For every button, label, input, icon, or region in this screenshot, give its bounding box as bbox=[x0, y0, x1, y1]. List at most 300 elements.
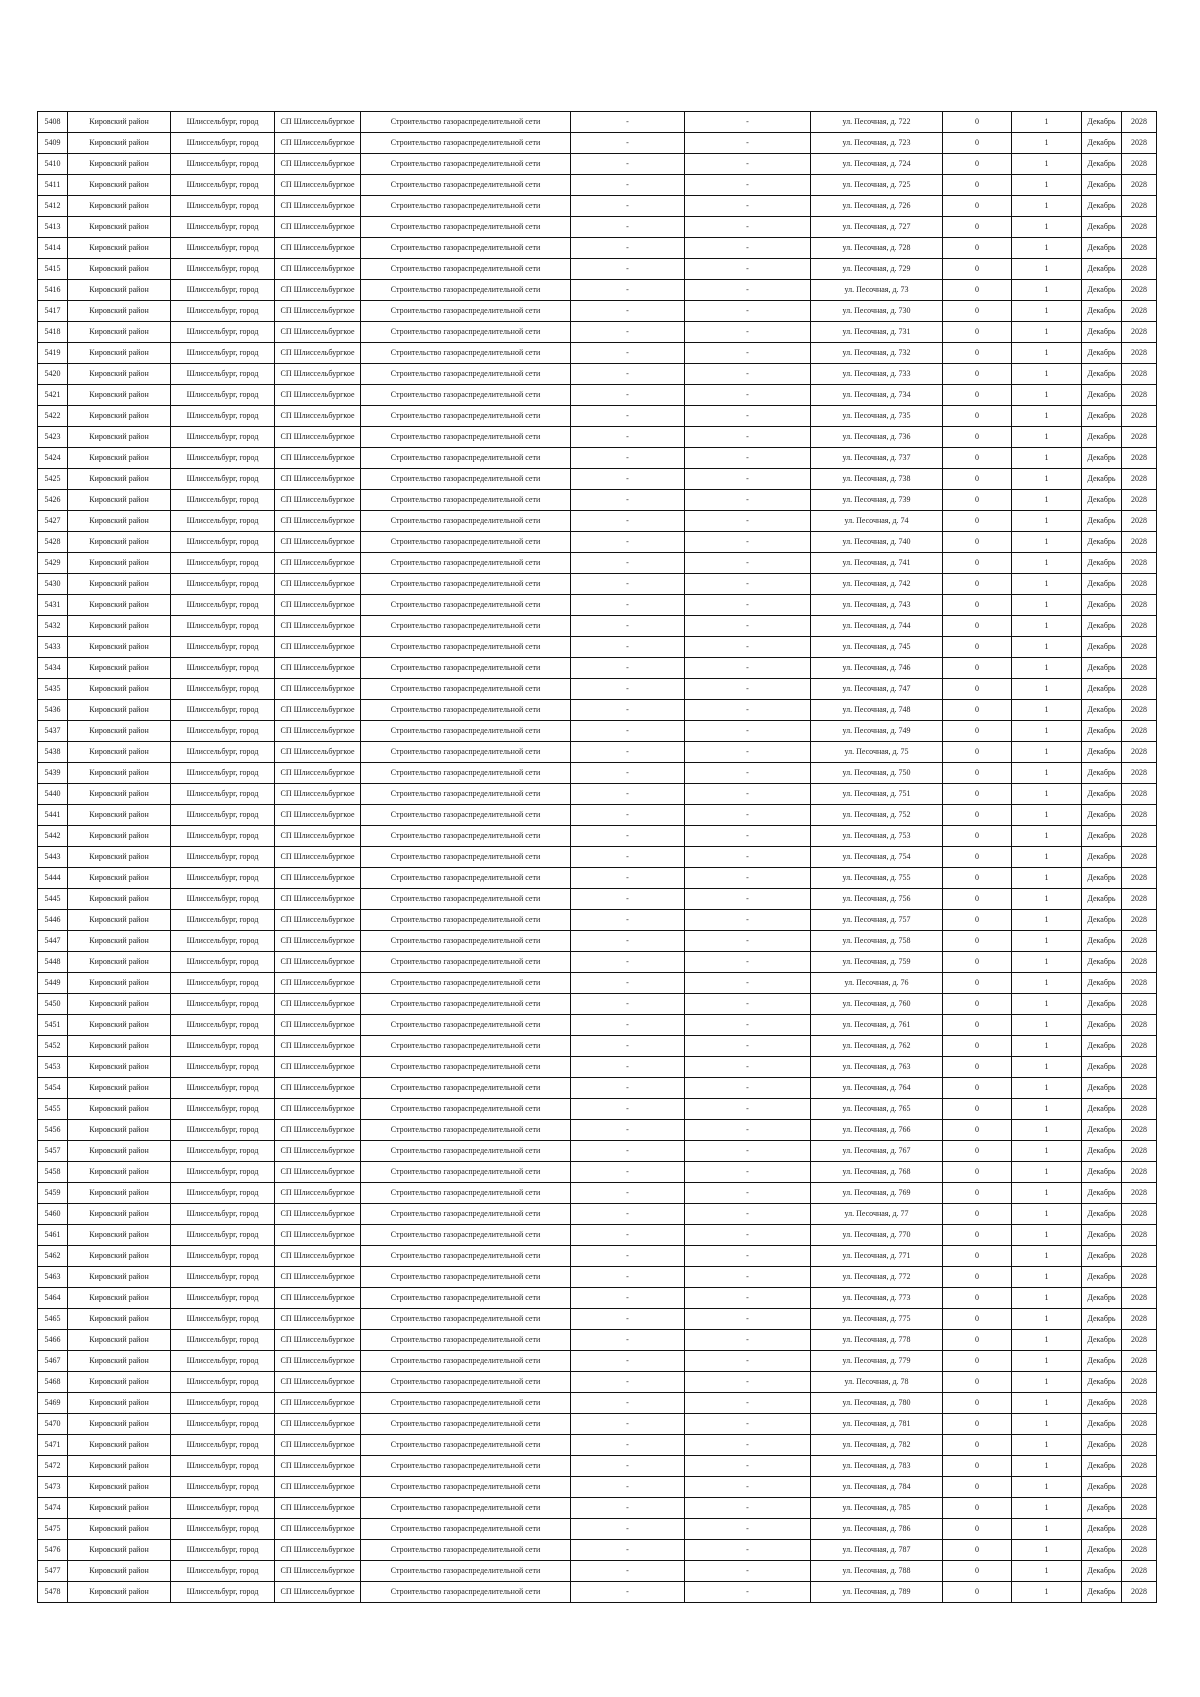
month-cell: Декабрь bbox=[1082, 616, 1122, 637]
table-row bbox=[38, 1477, 1157, 1498]
month-cell: Декабрь bbox=[1082, 1582, 1122, 1603]
address-cell: ул. Песочная, д. 741 bbox=[811, 553, 943, 574]
year-cell: 2028 bbox=[1122, 931, 1157, 952]
row-number: 5428 bbox=[38, 532, 68, 553]
district-cell: Кировский район bbox=[68, 1078, 171, 1099]
year-cell: 2028 bbox=[1122, 1078, 1157, 1099]
settlement-cell: СП Шлиссельбургкое bbox=[275, 742, 361, 763]
dash-cell: - bbox=[685, 154, 811, 175]
dash-cell: - bbox=[571, 490, 685, 511]
work-type-cell: Строительство газораспределительной сети bbox=[361, 154, 571, 175]
dash-cell: - bbox=[571, 805, 685, 826]
address-cell: ул. Песочная, д. 731 bbox=[811, 322, 943, 343]
one-cell: 1 bbox=[1012, 553, 1082, 574]
address-cell: ул. Песочная, д. 787 bbox=[811, 1540, 943, 1561]
one-cell: 1 bbox=[1012, 1036, 1082, 1057]
dash-cell: - bbox=[685, 1351, 811, 1372]
locality-cell: Шлиссельбург, город bbox=[171, 1372, 275, 1393]
zero-cell: 0 bbox=[943, 1372, 1012, 1393]
dash-cell: - bbox=[685, 364, 811, 385]
district-cell: Кировский район bbox=[68, 1414, 171, 1435]
district-cell: Кировский район bbox=[68, 217, 171, 238]
locality-cell: Шлиссельбург, город bbox=[171, 1477, 275, 1498]
address-cell: ул. Песочная, д. 754 bbox=[811, 847, 943, 868]
work-type-cell: Строительство газораспределительной сети bbox=[361, 1225, 571, 1246]
month-cell: Декабрь bbox=[1082, 1057, 1122, 1078]
address-cell: ул. Песочная, д. 781 bbox=[811, 1414, 943, 1435]
table-row bbox=[38, 196, 1157, 217]
table-row bbox=[38, 1309, 1157, 1330]
settlement-cell: СП Шлиссельбургкое bbox=[275, 1204, 361, 1225]
dash-cell: - bbox=[685, 574, 811, 595]
dash-cell: - bbox=[685, 133, 811, 154]
settlement-cell: СП Шлиссельбургкое bbox=[275, 1414, 361, 1435]
table-row bbox=[38, 1288, 1157, 1309]
year-cell: 2028 bbox=[1122, 1330, 1157, 1351]
year-cell: 2028 bbox=[1122, 175, 1157, 196]
one-cell: 1 bbox=[1012, 280, 1082, 301]
dash-cell: - bbox=[571, 280, 685, 301]
one-cell: 1 bbox=[1012, 154, 1082, 175]
table-row bbox=[38, 700, 1157, 721]
year-cell: 2028 bbox=[1122, 427, 1157, 448]
locality-cell: Шлиссельбург, город bbox=[171, 385, 275, 406]
table-row bbox=[38, 574, 1157, 595]
locality-cell: Шлиссельбург, город bbox=[171, 259, 275, 280]
table-row bbox=[38, 763, 1157, 784]
address-cell: ул. Песочная, д. 747 bbox=[811, 679, 943, 700]
zero-cell: 0 bbox=[943, 679, 1012, 700]
month-cell: Декабрь bbox=[1082, 448, 1122, 469]
dash-cell: - bbox=[685, 112, 811, 133]
work-type-cell: Строительство газораспределительной сети bbox=[361, 385, 571, 406]
dash-cell: - bbox=[571, 826, 685, 847]
dash-cell: - bbox=[571, 721, 685, 742]
dash-cell: - bbox=[571, 1099, 685, 1120]
table-row bbox=[38, 259, 1157, 280]
dash-cell: - bbox=[685, 763, 811, 784]
district-cell: Кировский район bbox=[68, 658, 171, 679]
row-number: 5477 bbox=[38, 1561, 68, 1582]
locality-cell: Шлиссельбург, город bbox=[171, 1225, 275, 1246]
locality-cell: Шлиссельбург, город bbox=[171, 1246, 275, 1267]
dash-cell: - bbox=[685, 847, 811, 868]
address-cell: ул. Песочная, д. 749 bbox=[811, 721, 943, 742]
zero-cell: 0 bbox=[943, 973, 1012, 994]
district-cell: Кировский район bbox=[68, 784, 171, 805]
district-cell: Кировский район bbox=[68, 1225, 171, 1246]
one-cell: 1 bbox=[1012, 469, 1082, 490]
month-cell: Декабрь bbox=[1082, 469, 1122, 490]
work-type-cell: Строительство газораспределительной сети bbox=[361, 805, 571, 826]
address-cell: ул. Песочная, д. 736 bbox=[811, 427, 943, 448]
row-number: 5421 bbox=[38, 385, 68, 406]
one-cell: 1 bbox=[1012, 973, 1082, 994]
address-cell: ул. Песочная, д. 738 bbox=[811, 469, 943, 490]
address-cell: ул. Песочная, д. 762 bbox=[811, 1036, 943, 1057]
address-cell: ул. Песочная, д. 746 bbox=[811, 658, 943, 679]
district-cell: Кировский район bbox=[68, 112, 171, 133]
month-cell: Декабрь bbox=[1082, 154, 1122, 175]
locality-cell: Шлиссельбург, город bbox=[171, 1078, 275, 1099]
row-number: 5474 bbox=[38, 1498, 68, 1519]
dash-cell: - bbox=[685, 1561, 811, 1582]
year-cell: 2028 bbox=[1122, 1309, 1157, 1330]
work-type-cell: Строительство газораспределительной сети bbox=[361, 1288, 571, 1309]
dash-cell: - bbox=[685, 1477, 811, 1498]
settlement-cell: СП Шлиссельбургкое bbox=[275, 931, 361, 952]
month-cell: Декабрь bbox=[1082, 889, 1122, 910]
row-number: 5475 bbox=[38, 1519, 68, 1540]
dash-cell: - bbox=[685, 385, 811, 406]
dash-cell: - bbox=[571, 1162, 685, 1183]
one-cell: 1 bbox=[1012, 1330, 1082, 1351]
address-cell: ул. Песочная, д. 778 bbox=[811, 1330, 943, 1351]
dash-cell: - bbox=[685, 427, 811, 448]
row-number: 5465 bbox=[38, 1309, 68, 1330]
dash-cell: - bbox=[571, 616, 685, 637]
address-cell: ул. Песочная, д. 771 bbox=[811, 1246, 943, 1267]
zero-cell: 0 bbox=[943, 469, 1012, 490]
address-cell: ул. Песочная, д. 732 bbox=[811, 343, 943, 364]
row-number: 5462 bbox=[38, 1246, 68, 1267]
zero-cell: 0 bbox=[943, 889, 1012, 910]
work-type-cell: Строительство газораспределительной сети bbox=[361, 427, 571, 448]
table-row bbox=[38, 1183, 1157, 1204]
locality-cell: Шлиссельбург, город bbox=[171, 574, 275, 595]
locality-cell: Шлиссельбург, город bbox=[171, 1183, 275, 1204]
month-cell: Декабрь bbox=[1082, 658, 1122, 679]
address-cell: ул. Песочная, д. 785 bbox=[811, 1498, 943, 1519]
settlement-cell: СП Шлиссельбургкое bbox=[275, 217, 361, 238]
work-type-cell: Строительство газораспределительной сети bbox=[361, 133, 571, 154]
row-number: 5424 bbox=[38, 448, 68, 469]
locality-cell: Шлиссельбург, город bbox=[171, 1519, 275, 1540]
year-cell: 2028 bbox=[1122, 1246, 1157, 1267]
table-row bbox=[38, 616, 1157, 637]
row-number: 5422 bbox=[38, 406, 68, 427]
zero-cell: 0 bbox=[943, 910, 1012, 931]
dash-cell: - bbox=[571, 553, 685, 574]
zero-cell: 0 bbox=[943, 742, 1012, 763]
zero-cell: 0 bbox=[943, 322, 1012, 343]
settlement-cell: СП Шлиссельбургкое bbox=[275, 406, 361, 427]
month-cell: Декабрь bbox=[1082, 343, 1122, 364]
one-cell: 1 bbox=[1012, 1561, 1082, 1582]
one-cell: 1 bbox=[1012, 1162, 1082, 1183]
zero-cell: 0 bbox=[943, 1288, 1012, 1309]
zero-cell: 0 bbox=[943, 805, 1012, 826]
dash-cell: - bbox=[685, 1162, 811, 1183]
table-row bbox=[38, 217, 1157, 238]
locality-cell: Шлиссельбург, город bbox=[171, 133, 275, 154]
district-cell: Кировский район bbox=[68, 1372, 171, 1393]
work-type-cell: Строительство газораспределительной сети bbox=[361, 658, 571, 679]
settlement-cell: СП Шлиссельбургкое bbox=[275, 280, 361, 301]
row-number: 5437 bbox=[38, 721, 68, 742]
settlement-cell: СП Шлиссельбургкое bbox=[275, 553, 361, 574]
zero-cell: 0 bbox=[943, 553, 1012, 574]
month-cell: Декабрь bbox=[1082, 196, 1122, 217]
locality-cell: Шлиссельбург, город bbox=[171, 742, 275, 763]
table-row bbox=[38, 322, 1157, 343]
dash-cell: - bbox=[571, 889, 685, 910]
work-type-cell: Строительство газораспределительной сети bbox=[361, 532, 571, 553]
settlement-cell: СП Шлиссельбургкое bbox=[275, 1582, 361, 1603]
dash-cell: - bbox=[571, 637, 685, 658]
dash-cell: - bbox=[685, 1519, 811, 1540]
year-cell: 2028 bbox=[1122, 238, 1157, 259]
locality-cell: Шлиссельбург, город bbox=[171, 763, 275, 784]
dash-cell: - bbox=[571, 322, 685, 343]
locality-cell: Шлиссельбург, город bbox=[171, 175, 275, 196]
year-cell: 2028 bbox=[1122, 679, 1157, 700]
month-cell: Декабрь bbox=[1082, 805, 1122, 826]
table-row bbox=[38, 112, 1157, 133]
district-cell: Кировский район bbox=[68, 490, 171, 511]
table-row bbox=[38, 343, 1157, 364]
settlement-cell: СП Шлиссельбургкое bbox=[275, 343, 361, 364]
work-type-cell: Строительство газораспределительной сети bbox=[361, 931, 571, 952]
year-cell: 2028 bbox=[1122, 1267, 1157, 1288]
zero-cell: 0 bbox=[943, 154, 1012, 175]
zero-cell: 0 bbox=[943, 532, 1012, 553]
settlement-cell: СП Шлиссельбургкое bbox=[275, 1099, 361, 1120]
address-cell: ул. Песочная, д. 760 bbox=[811, 994, 943, 1015]
month-cell: Декабрь bbox=[1082, 763, 1122, 784]
zero-cell: 0 bbox=[943, 847, 1012, 868]
address-cell: ул. Песочная, д. 764 bbox=[811, 1078, 943, 1099]
settlement-cell: СП Шлиссельбургкое bbox=[275, 721, 361, 742]
one-cell: 1 bbox=[1012, 637, 1082, 658]
work-type-cell: Строительство газораспределительной сети bbox=[361, 826, 571, 847]
year-cell: 2028 bbox=[1122, 1099, 1157, 1120]
row-number: 5416 bbox=[38, 280, 68, 301]
month-cell: Декабрь bbox=[1082, 868, 1122, 889]
zero-cell: 0 bbox=[943, 259, 1012, 280]
month-cell: Декабрь bbox=[1082, 1414, 1122, 1435]
year-cell: 2028 bbox=[1122, 1225, 1157, 1246]
zero-cell: 0 bbox=[943, 1057, 1012, 1078]
dash-cell: - bbox=[685, 511, 811, 532]
district-cell: Кировский район bbox=[68, 448, 171, 469]
locality-cell: Шлиссельбург, город bbox=[171, 448, 275, 469]
locality-cell: Шлиссельбург, город bbox=[171, 616, 275, 637]
month-cell: Декабрь bbox=[1082, 574, 1122, 595]
year-cell: 2028 bbox=[1122, 700, 1157, 721]
month-cell: Декабрь bbox=[1082, 1561, 1122, 1582]
one-cell: 1 bbox=[1012, 385, 1082, 406]
table-row bbox=[38, 721, 1157, 742]
dash-cell: - bbox=[571, 301, 685, 322]
one-cell: 1 bbox=[1012, 448, 1082, 469]
one-cell: 1 bbox=[1012, 826, 1082, 847]
table-row bbox=[38, 175, 1157, 196]
address-cell: ул. Песочная, д. 784 bbox=[811, 1477, 943, 1498]
one-cell: 1 bbox=[1012, 805, 1082, 826]
month-cell: Декабрь bbox=[1082, 637, 1122, 658]
year-cell: 2028 bbox=[1122, 553, 1157, 574]
zero-cell: 0 bbox=[943, 1582, 1012, 1603]
address-cell: ул. Песочная, д. 755 bbox=[811, 868, 943, 889]
settlement-cell: СП Шлиссельбургкое bbox=[275, 679, 361, 700]
zero-cell: 0 bbox=[943, 1225, 1012, 1246]
dash-cell: - bbox=[571, 574, 685, 595]
row-number: 5440 bbox=[38, 784, 68, 805]
dash-cell: - bbox=[685, 1309, 811, 1330]
dash-cell: - bbox=[571, 1246, 685, 1267]
row-number: 5423 bbox=[38, 427, 68, 448]
year-cell: 2028 bbox=[1122, 1015, 1157, 1036]
dash-cell: - bbox=[685, 1414, 811, 1435]
zero-cell: 0 bbox=[943, 784, 1012, 805]
row-number: 5448 bbox=[38, 952, 68, 973]
table-body bbox=[38, 112, 1157, 1603]
zero-cell: 0 bbox=[943, 280, 1012, 301]
dash-cell: - bbox=[571, 994, 685, 1015]
one-cell: 1 bbox=[1012, 1519, 1082, 1540]
settlement-cell: СП Шлиссельбургкое bbox=[275, 1036, 361, 1057]
district-cell: Кировский район bbox=[68, 1456, 171, 1477]
settlement-cell: СП Шлиссельбургкое bbox=[275, 511, 361, 532]
month-cell: Декабрь bbox=[1082, 1372, 1122, 1393]
dash-cell: - bbox=[571, 1414, 685, 1435]
zero-cell: 0 bbox=[943, 595, 1012, 616]
district-cell: Кировский район bbox=[68, 868, 171, 889]
zero-cell: 0 bbox=[943, 427, 1012, 448]
address-cell: ул. Песочная, д. 724 bbox=[811, 154, 943, 175]
dash-cell: - bbox=[685, 1015, 811, 1036]
row-number: 5463 bbox=[38, 1267, 68, 1288]
row-number: 5408 bbox=[38, 112, 68, 133]
district-cell: Кировский район bbox=[68, 364, 171, 385]
locality-cell: Шлиссельбург, город bbox=[171, 952, 275, 973]
dash-cell: - bbox=[685, 259, 811, 280]
one-cell: 1 bbox=[1012, 721, 1082, 742]
settlement-cell: СП Шлиссельбургкое bbox=[275, 1351, 361, 1372]
district-cell: Кировский район bbox=[68, 1561, 171, 1582]
year-cell: 2028 bbox=[1122, 1204, 1157, 1225]
dash-cell: - bbox=[685, 931, 811, 952]
locality-cell: Шлиссельбург, город bbox=[171, 1162, 275, 1183]
row-number: 5415 bbox=[38, 259, 68, 280]
month-cell: Декабрь bbox=[1082, 1477, 1122, 1498]
zero-cell: 0 bbox=[943, 1162, 1012, 1183]
row-number: 5442 bbox=[38, 826, 68, 847]
row-number: 5431 bbox=[38, 595, 68, 616]
month-cell: Декабрь bbox=[1082, 700, 1122, 721]
dash-cell: - bbox=[571, 259, 685, 280]
year-cell: 2028 bbox=[1122, 1393, 1157, 1414]
locality-cell: Шлиссельбург, город bbox=[171, 511, 275, 532]
zero-cell: 0 bbox=[943, 490, 1012, 511]
table-row bbox=[38, 973, 1157, 994]
dash-cell: - bbox=[685, 1372, 811, 1393]
one-cell: 1 bbox=[1012, 1120, 1082, 1141]
work-type-cell: Строительство газораспределительной сети bbox=[361, 259, 571, 280]
zero-cell: 0 bbox=[943, 1141, 1012, 1162]
district-cell: Кировский район bbox=[68, 532, 171, 553]
dash-cell: - bbox=[571, 133, 685, 154]
locality-cell: Шлиссельбург, город bbox=[171, 1582, 275, 1603]
settlement-cell: СП Шлиссельбургкое bbox=[275, 952, 361, 973]
zero-cell: 0 bbox=[943, 1267, 1012, 1288]
dash-cell: - bbox=[571, 868, 685, 889]
table-row bbox=[38, 154, 1157, 175]
table-row bbox=[38, 1204, 1157, 1225]
year-cell: 2028 bbox=[1122, 1288, 1157, 1309]
address-cell: ул. Песочная, д. 77 bbox=[811, 1204, 943, 1225]
gas-network-table bbox=[37, 111, 1157, 1603]
address-cell: ул. Песочная, д. 729 bbox=[811, 259, 943, 280]
one-cell: 1 bbox=[1012, 1099, 1082, 1120]
locality-cell: Шлиссельбург, город bbox=[171, 196, 275, 217]
address-cell: ул. Песочная, д. 765 bbox=[811, 1099, 943, 1120]
dash-cell: - bbox=[685, 280, 811, 301]
month-cell: Декабрь bbox=[1082, 385, 1122, 406]
month-cell: Декабрь bbox=[1082, 595, 1122, 616]
settlement-cell: СП Шлиссельбургкое bbox=[275, 196, 361, 217]
settlement-cell: СП Шлиссельбургкое bbox=[275, 1309, 361, 1330]
dash-cell: - bbox=[571, 175, 685, 196]
work-type-cell: Строительство газораспределительной сети bbox=[361, 112, 571, 133]
address-cell: ул. Песочная, д. 775 bbox=[811, 1309, 943, 1330]
row-number: 5410 bbox=[38, 154, 68, 175]
dash-cell: - bbox=[571, 763, 685, 784]
one-cell: 1 bbox=[1012, 952, 1082, 973]
dash-cell: - bbox=[571, 406, 685, 427]
work-type-cell: Строительство газораспределительной сети bbox=[361, 1582, 571, 1603]
zero-cell: 0 bbox=[943, 406, 1012, 427]
month-cell: Декабрь bbox=[1082, 1246, 1122, 1267]
zero-cell: 0 bbox=[943, 931, 1012, 952]
settlement-cell: СП Шлиссельбургкое bbox=[275, 427, 361, 448]
settlement-cell: СП Шлиссельбургкое bbox=[275, 385, 361, 406]
settlement-cell: СП Шлиссельбургкое bbox=[275, 1519, 361, 1540]
row-number: 5432 bbox=[38, 616, 68, 637]
dash-cell: - bbox=[571, 595, 685, 616]
address-cell: ул. Песочная, д. 743 bbox=[811, 595, 943, 616]
address-cell: ул. Песочная, д. 723 bbox=[811, 133, 943, 154]
year-cell: 2028 bbox=[1122, 469, 1157, 490]
work-type-cell: Строительство газораспределительной сети bbox=[361, 1351, 571, 1372]
table-row bbox=[38, 1393, 1157, 1414]
dash-cell: - bbox=[571, 1225, 685, 1246]
address-cell: ул. Песочная, д. 752 bbox=[811, 805, 943, 826]
one-cell: 1 bbox=[1012, 1309, 1082, 1330]
zero-cell: 0 bbox=[943, 1246, 1012, 1267]
dash-cell: - bbox=[685, 700, 811, 721]
dash-cell: - bbox=[685, 889, 811, 910]
district-cell: Кировский район bbox=[68, 1099, 171, 1120]
district-cell: Кировский район bbox=[68, 133, 171, 154]
month-cell: Декабрь bbox=[1082, 427, 1122, 448]
row-number: 5464 bbox=[38, 1288, 68, 1309]
table-row bbox=[38, 1435, 1157, 1456]
zero-cell: 0 bbox=[943, 343, 1012, 364]
locality-cell: Шлиссельбург, город bbox=[171, 406, 275, 427]
table-row bbox=[38, 637, 1157, 658]
work-type-cell: Строительство газораспределительной сети bbox=[361, 721, 571, 742]
address-cell: ул. Песочная, д. 788 bbox=[811, 1561, 943, 1582]
zero-cell: 0 bbox=[943, 1078, 1012, 1099]
dash-cell: - bbox=[571, 784, 685, 805]
table-row bbox=[38, 1246, 1157, 1267]
locality-cell: Шлиссельбург, город bbox=[171, 889, 275, 910]
year-cell: 2028 bbox=[1122, 1561, 1157, 1582]
zero-cell: 0 bbox=[943, 574, 1012, 595]
dash-cell: - bbox=[685, 406, 811, 427]
